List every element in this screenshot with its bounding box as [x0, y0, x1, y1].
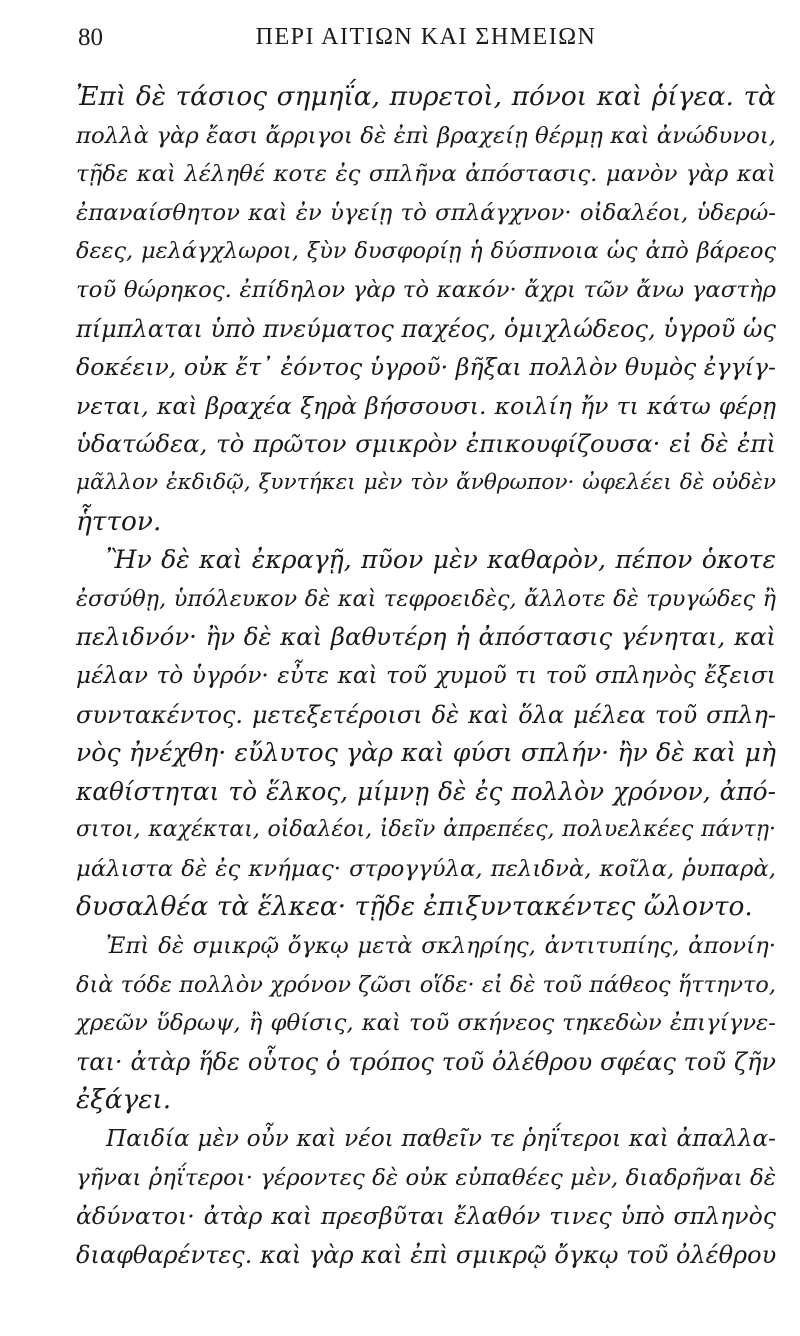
text-line: καθίστηται τὸ ἕλκος, μίμνῃ δὲ ἐς πολλὸν χρόνον, ἀπό-	[76, 776, 776, 806]
text-line: ται· ἀτὰρ ἥδε οὗτος ὁ τρόπος τοῦ ὀλέθρου σφέας τοῦ ζῆν	[76, 1047, 776, 1076]
running-head	[76, 24, 776, 64]
text-line: πελιδνόν· ἢν δὲ καὶ βαθυτέρη ἡ ἀπόστασις γένηται, καὶ	[76, 622, 776, 652]
text-line: δοκέειν, οὐκ ἔτ᾽ ἐόντος ὑγροῦ· βῆξαι πολλὸν θυμὸς ἐγγίγ-	[76, 353, 776, 382]
text-line: πίμπλαται ὑπὸ πνεύματος παχέος, ὁμιχλώδεος, ὑγροῦ ὡς	[76, 314, 776, 343]
text-line: Ἐπὶ δὲ τάσιος σημηΐα, πυρετοὶ, πόνοι καὶ ῥίγεα. τὰ	[76, 81, 776, 112]
text-line: πολλὰ γὰρ ἔασι ἄρριγοι δὲ ἐπὶ βραχείῃ θέρμῃ καὶ ἀνώδυνοι,	[76, 122, 776, 149]
text-line: ἀδύνατοι· ἀτὰρ καὶ πρεσβῦται ἔλαθόν τινες ὑπὸ σπληνὸς	[76, 1202, 776, 1231]
text-line: Παιδία μὲν οὖν καὶ νέοι παθεῖν τε ῥηΐτεροι καὶ ἀπαλλα-	[106, 1125, 776, 1153]
text-line: σιτοι, καχέκται, οἰδαλέοι, ἰδεῖν ἀπρεπέες, πολυελκέες πάντῃ·	[76, 817, 776, 843]
body-text	[76, 78, 776, 1274]
text-line: τῇδε καὶ λέληθέ κοτε ἐς σπλῆνα ἀπόστασις. μανὸν γὰρ καὶ	[76, 161, 776, 188]
text-line: μάλιστα δὲ ἐς κνήμας· στρογγύλα, πελιδνὰ, κοῖλα, ῥυπαρὰ,	[76, 855, 776, 882]
text-line: συντακέντος. μετεξετέροισι δὲ καὶ ὅλα μέλεα τοῦ σπλη-	[76, 700, 776, 729]
text-line: δεες, μελάγχλωροι, ξὺν δυσφορίῃ ἡ δύσπνοια ὡς ἀπὸ βάρεος	[76, 238, 776, 265]
text-line: Ἢν δὲ καὶ ἐκραγῇ, πῦον μὲν καθαρὸν, πέπον ὁκοτε	[106, 545, 776, 575]
text-line: ἐπαναίσθητον καὶ ἐν ὑγείῃ τὸ σπλάγχνον· οἰδαλέοι, ὑδερώ-	[76, 199, 776, 226]
page-number: 80	[78, 24, 103, 51]
text-line: τοῦ θώρηκος. ἐπίδηλον γὰρ τὸ κακόν· ἄχρι τῶν ἄνω γαστὴρ	[76, 276, 776, 303]
text-line: ἧττον.	[76, 505, 162, 537]
text-line: νὸς ἠνέχθη· εὔλυτος γὰρ καὶ φύσι σπλήν· ἢν δὲ καὶ μὴ	[76, 738, 776, 768]
text-line: χρεῶν ὕδρωψ, ἢ φθίσις, καὶ τοῦ σκήνεος τηκεδὼν ἐπιγίγνε-	[76, 1010, 776, 1037]
text-line: Ἐπὶ δὲ σμικρῷ ὄγκῳ μετὰ σκληρίης, ἀντιτυπίης, ἀπονίη·	[106, 933, 776, 960]
text-line: νεται, καὶ βραχέα ξηρὰ βήσσουσι. κοιλίη ἤν τι κάτω φέρῃ	[76, 391, 776, 420]
text-line: ἐξάγει.	[76, 1084, 172, 1116]
text-line: διὰ τόδε πολλὸν χρόνον ζῶσι οἵδε· εἰ δὲ τοῦ πάθεος ἥττηντο,	[76, 971, 776, 998]
header-title: ΠΕΡΙ ΑΙΤΙΩΝ ΚΑΙ ΣΗΜΕΙΩΝ	[255, 24, 597, 50]
text-line: μᾶλλον ἐκδιδῷ, ξυντήκει μὲν τὸν ἄνθρωπον· ὠφελέει δὲ οὐδὲν	[76, 469, 776, 495]
text-line: γῆναι ῥηΐτεροι· γέροντες δὲ οὐκ εὐπαθέες μὲν, διαδρῆναι δὲ	[76, 1164, 776, 1191]
page	[76, 0, 776, 1274]
text-line: διαφθαρέντες. καὶ γὰρ καὶ ἐπὶ σμικρῷ ὄγκῳ τοῦ ὀλέθρου	[76, 1240, 777, 1269]
text-line: ὑδατώδεα, τὸ πρῶτον σμικρὸν ἐπικουφίζουσα· εἰ δὲ ἐπὶ	[76, 429, 776, 459]
text-line: ἐσσύθῃ, ὑπόλευκον δὲ καὶ τεφροειδὲς, ἄλλοτε δὲ τρυγώδες ἢ	[76, 585, 776, 612]
text-line: δυσαλθέα τὰ ἕλκεα· τῇδε ἐπιξυντακέντες ὤλοντο.	[76, 891, 753, 923]
text-line: μέλαν τὸ ὑγρόν· εὖτε καὶ τοῦ χυμοῦ τι τοῦ σπληνὸς ἔξεισι	[76, 661, 776, 689]
